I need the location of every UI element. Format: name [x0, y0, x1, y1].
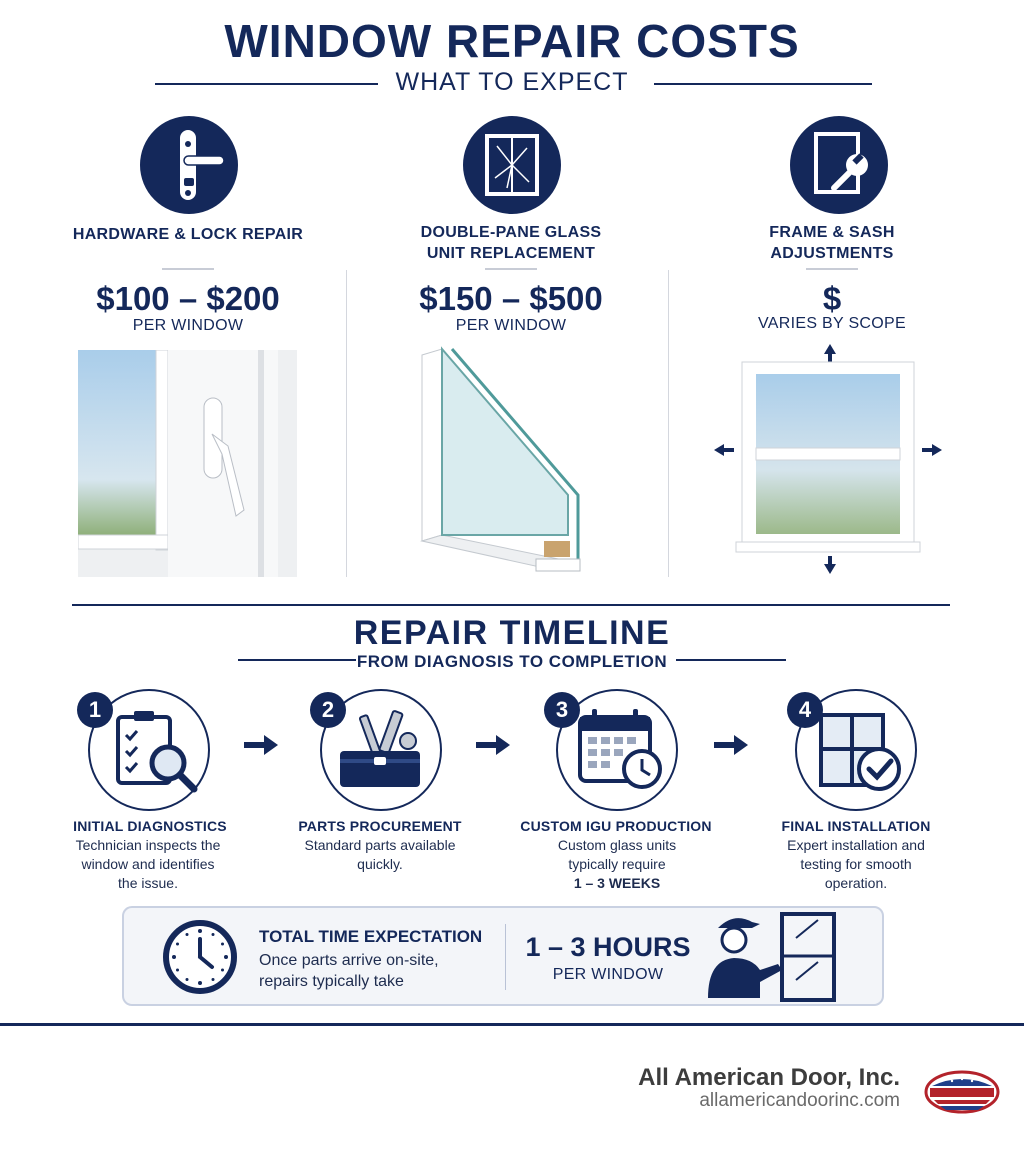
- step-text-2: Standard parts available quickly.: [304, 837, 456, 872]
- cost-rule-hardware: [162, 268, 214, 270]
- step-title-2: PARTS PROCUREMENT: [298, 818, 462, 834]
- cost-unit-glass: PER WINDOW: [455, 317, 567, 334]
- step-number-3: 3: [544, 692, 580, 728]
- cost-price-hardware: $100 – $200: [96, 280, 280, 317]
- step-3-duration: 1 – 3 WEEKS: [573, 875, 661, 891]
- company-url[interactable]: allamericandoorinc.com: [699, 1090, 900, 1111]
- timeline-title: REPAIR TIMELINE: [353, 614, 671, 652]
- step-title-4: FINAL INSTALLATION: [781, 818, 931, 834]
- cost-title-glass: DOUBLE-PANE GLASS UNIT REPLACEMENT: [420, 224, 602, 262]
- wrench-frame-icon: [790, 116, 888, 214]
- subtitle-rule-right: [654, 83, 872, 85]
- timeline-sub-rule-right: [676, 659, 786, 661]
- summary-divider: [505, 924, 506, 990]
- clock-icon: [162, 919, 238, 995]
- cost-price-frame: $: [822, 280, 842, 317]
- cost-rule-glass: [485, 268, 537, 270]
- window-lock-image: [78, 350, 297, 577]
- cost-rule-frame: [806, 268, 858, 270]
- footer-rule: [0, 1023, 1024, 1026]
- step-title-3: CUSTOM IGU PRODUCTION: [520, 818, 712, 834]
- sash-window-image: [712, 340, 944, 580]
- glass-unit-image: [418, 345, 582, 580]
- step-title-1: INITIAL DIAGNOSTICS: [73, 818, 227, 834]
- company-name: All American Door, Inc.: [638, 1064, 900, 1091]
- arrow-right-icon: [244, 732, 280, 764]
- timeline-top-rule: [72, 604, 950, 606]
- step-number-4: 4: [787, 692, 823, 728]
- step-number-2: 2: [310, 692, 346, 728]
- cost-unit-hardware: PER WINDOW: [132, 317, 244, 334]
- cost-divider-1: [346, 270, 347, 577]
- cost-title-hardware: HARDWARE & LOCK REPAIR: [72, 226, 304, 243]
- cost-divider-2: [668, 270, 669, 577]
- summary-text: Once parts arrive on-site, repairs typically take: [259, 952, 439, 990]
- step-number-1: 1: [77, 692, 113, 728]
- technician-icon: [700, 908, 850, 1004]
- broken-glass-icon: [463, 116, 561, 214]
- arrow-right-icon: [476, 732, 512, 764]
- step-text-3: Custom glass units typically require 1 – 3 WEEKS: [502, 836, 732, 893]
- cost-unit-frame: VARIES BY SCOPE: [758, 315, 906, 332]
- step-text-1: Technician inspects the window and identifies the issue.: [75, 837, 221, 891]
- page-subtitle: WHAT TO EXPECT: [395, 68, 629, 96]
- step-text-4: Expert installation and testing for smooth operation.: [787, 837, 925, 891]
- summary-unit: PER WINDOW: [552, 966, 664, 983]
- door-handle-icon: [140, 116, 238, 214]
- timeline-subtitle: FROM DIAGNOSIS TO COMPLETION: [356, 652, 668, 671]
- summary-label: TOTAL TIME EXPECTATION: [259, 927, 483, 946]
- summary-value: 1 – 3 HOURS: [525, 932, 691, 962]
- cost-title-frame: FRAME & SASH ADJUSTMENTS: [769, 224, 895, 262]
- cost-price-glass: $150 – $500: [419, 280, 603, 317]
- company-logo-icon: [924, 1070, 1000, 1114]
- arrow-right-icon: [714, 732, 750, 764]
- page-title: WINDOW REPAIR COSTS: [224, 15, 800, 67]
